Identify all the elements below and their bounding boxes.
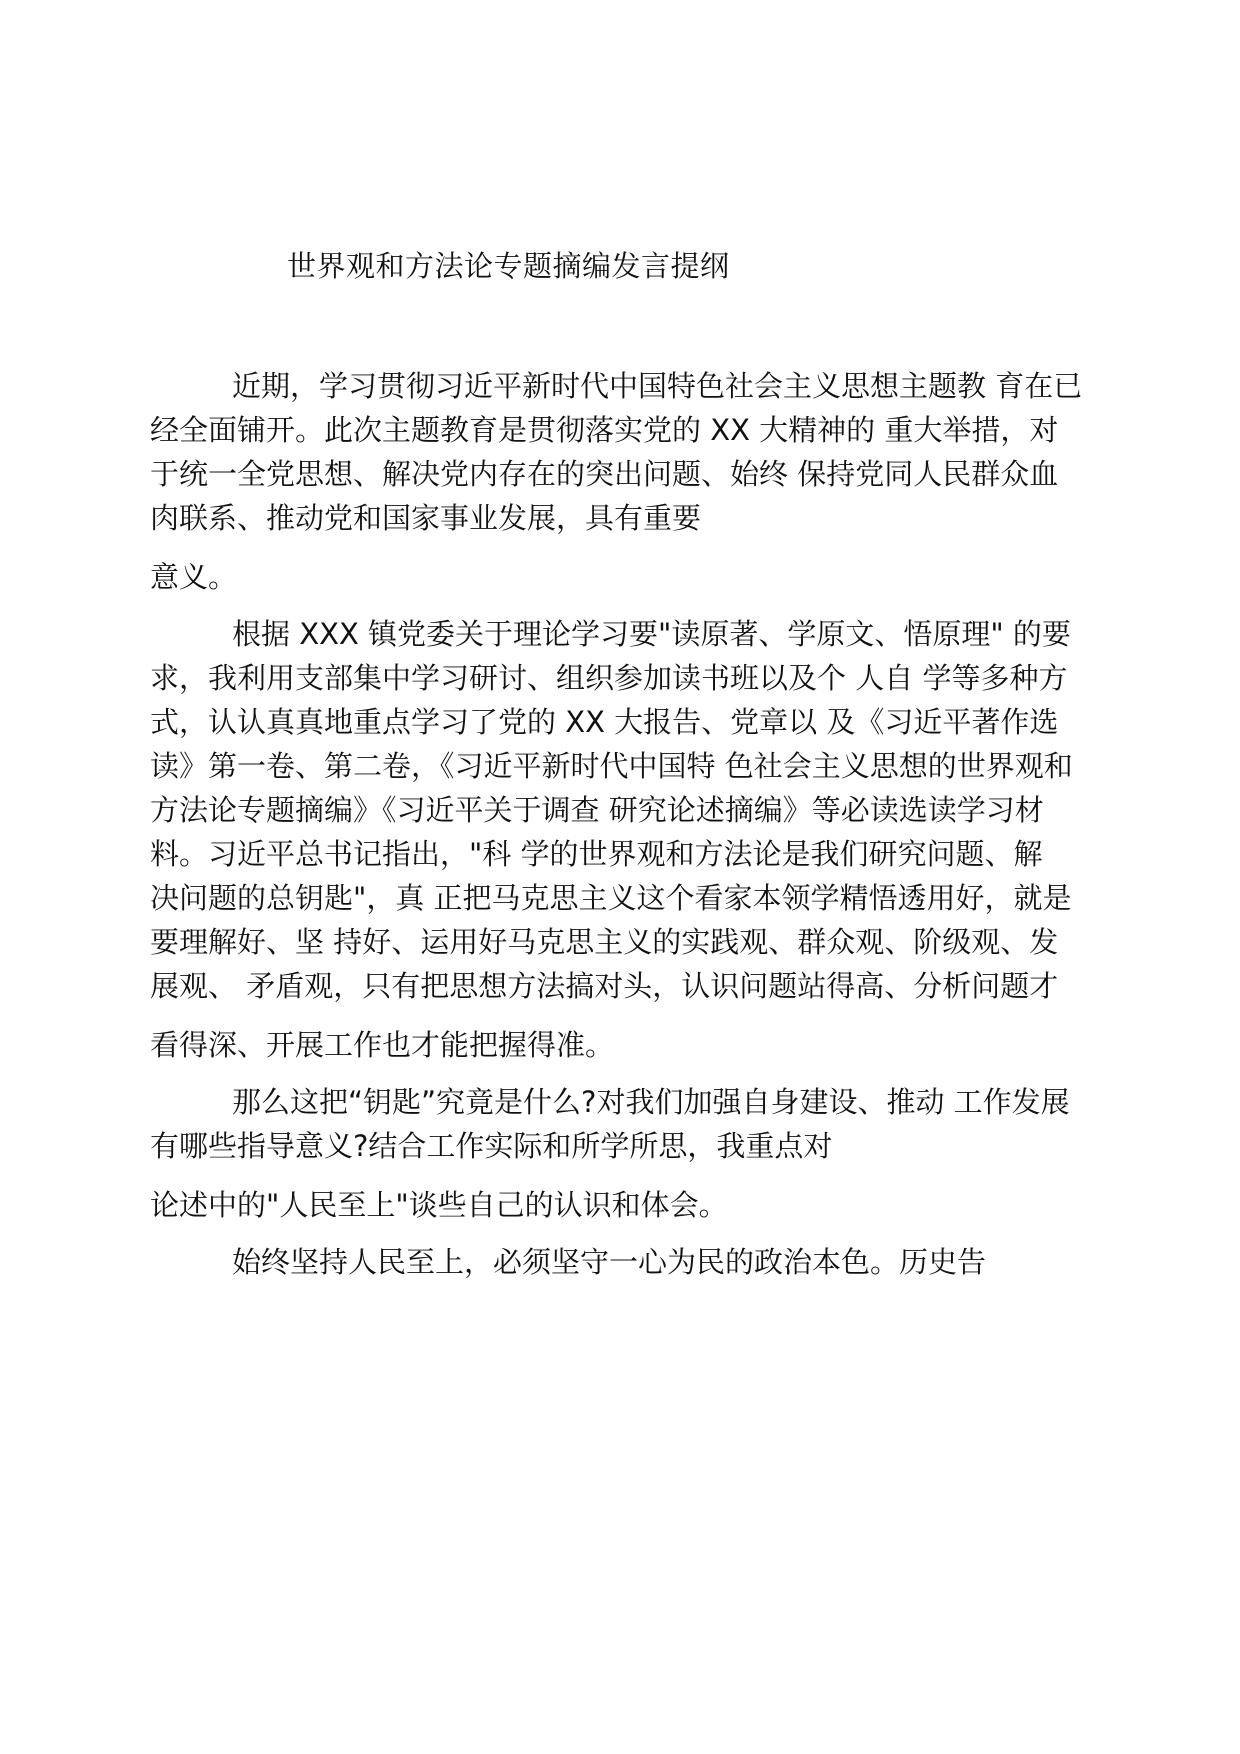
paragraph-1-line-4: 肉联系、推动党和国家事业发展，具有重要 [150, 501, 702, 535]
paragraph-2-line-1: 根据 XXX 镇党委关于理论学习要"读原著、学原文、悟原理" 的要 [232, 617, 1071, 651]
paragraph-2-line-2: 求，我利用支部集中学习研讨、组织参加读书班以及个 人自 学等多种方 [150, 661, 1068, 695]
paragraph-2-line-3: 式，认认真真地重点学习了党的 XX 大报告、党章以 及《习近平著作选 [150, 705, 1059, 739]
paragraph-2-line-6: 料。习近平总书记指出，"科 学的世界观和方法论是我们研究问题、解 [150, 837, 1043, 871]
paragraph-2-line-10: 看得深、开展工作也才能把握得准。 [150, 1028, 615, 1062]
document-title: 世界观和方法论专题摘编发言提纲 [287, 249, 730, 283]
paragraph-1-line-3: 于统一全党思想、解决党内存在的突出问题、始终 保持党同人民群众血 [150, 457, 1059, 491]
paragraph-3-line-3: 论述中的"人民至上"谈些自己的认识和体会。 [150, 1188, 728, 1222]
paragraph-2-line-7: 决问题的总钥匙"，真 正把马克思主义这个看家本领学精悟透用好，就是 [150, 881, 1072, 915]
paragraph-2-line-9: 展观、 矛盾观，只有把思想方法搞对头，认识问题站得高、分析问题才 [150, 969, 1059, 1003]
paragraph-1-line-2: 经全面铺开。此次主题教育是贯彻落实党的 XX 大精神的 重大举措，对 [150, 413, 1059, 447]
paragraph-4-line-1: 始终坚持人民至上，必须坚守一心为民的政治本色。历史告 [232, 1245, 987, 1279]
paragraph-3-line-1: 那么这把“钥匙”究竟是什么?对我们加强自身建设、推动 工作发展 [232, 1085, 1070, 1119]
paragraph-1-line-1: 近期，学习贯彻习近平新时代中国特色社会主义思想主题教 育在已 [232, 369, 1083, 403]
paragraph-2-line-4: 读》第一卷、第二卷，《习近平新时代中国特 色社会主义思想的世界观和 [150, 749, 1073, 783]
paragraph-1-line-5: 意义。 [150, 560, 238, 594]
paragraph-3-line-2: 有哪些指导意义?结合工作实际和所学所思，我重点对 [150, 1129, 833, 1163]
paragraph-2-line-8: 要理解好、坚 持好、运用好马克思主义的实践观、群众观、阶级观、发 [150, 925, 1059, 959]
paragraph-2-line-5: 方法论专题摘编》《习近平关于调查 研究论述摘编》等必读选读学习材 [150, 793, 1044, 827]
